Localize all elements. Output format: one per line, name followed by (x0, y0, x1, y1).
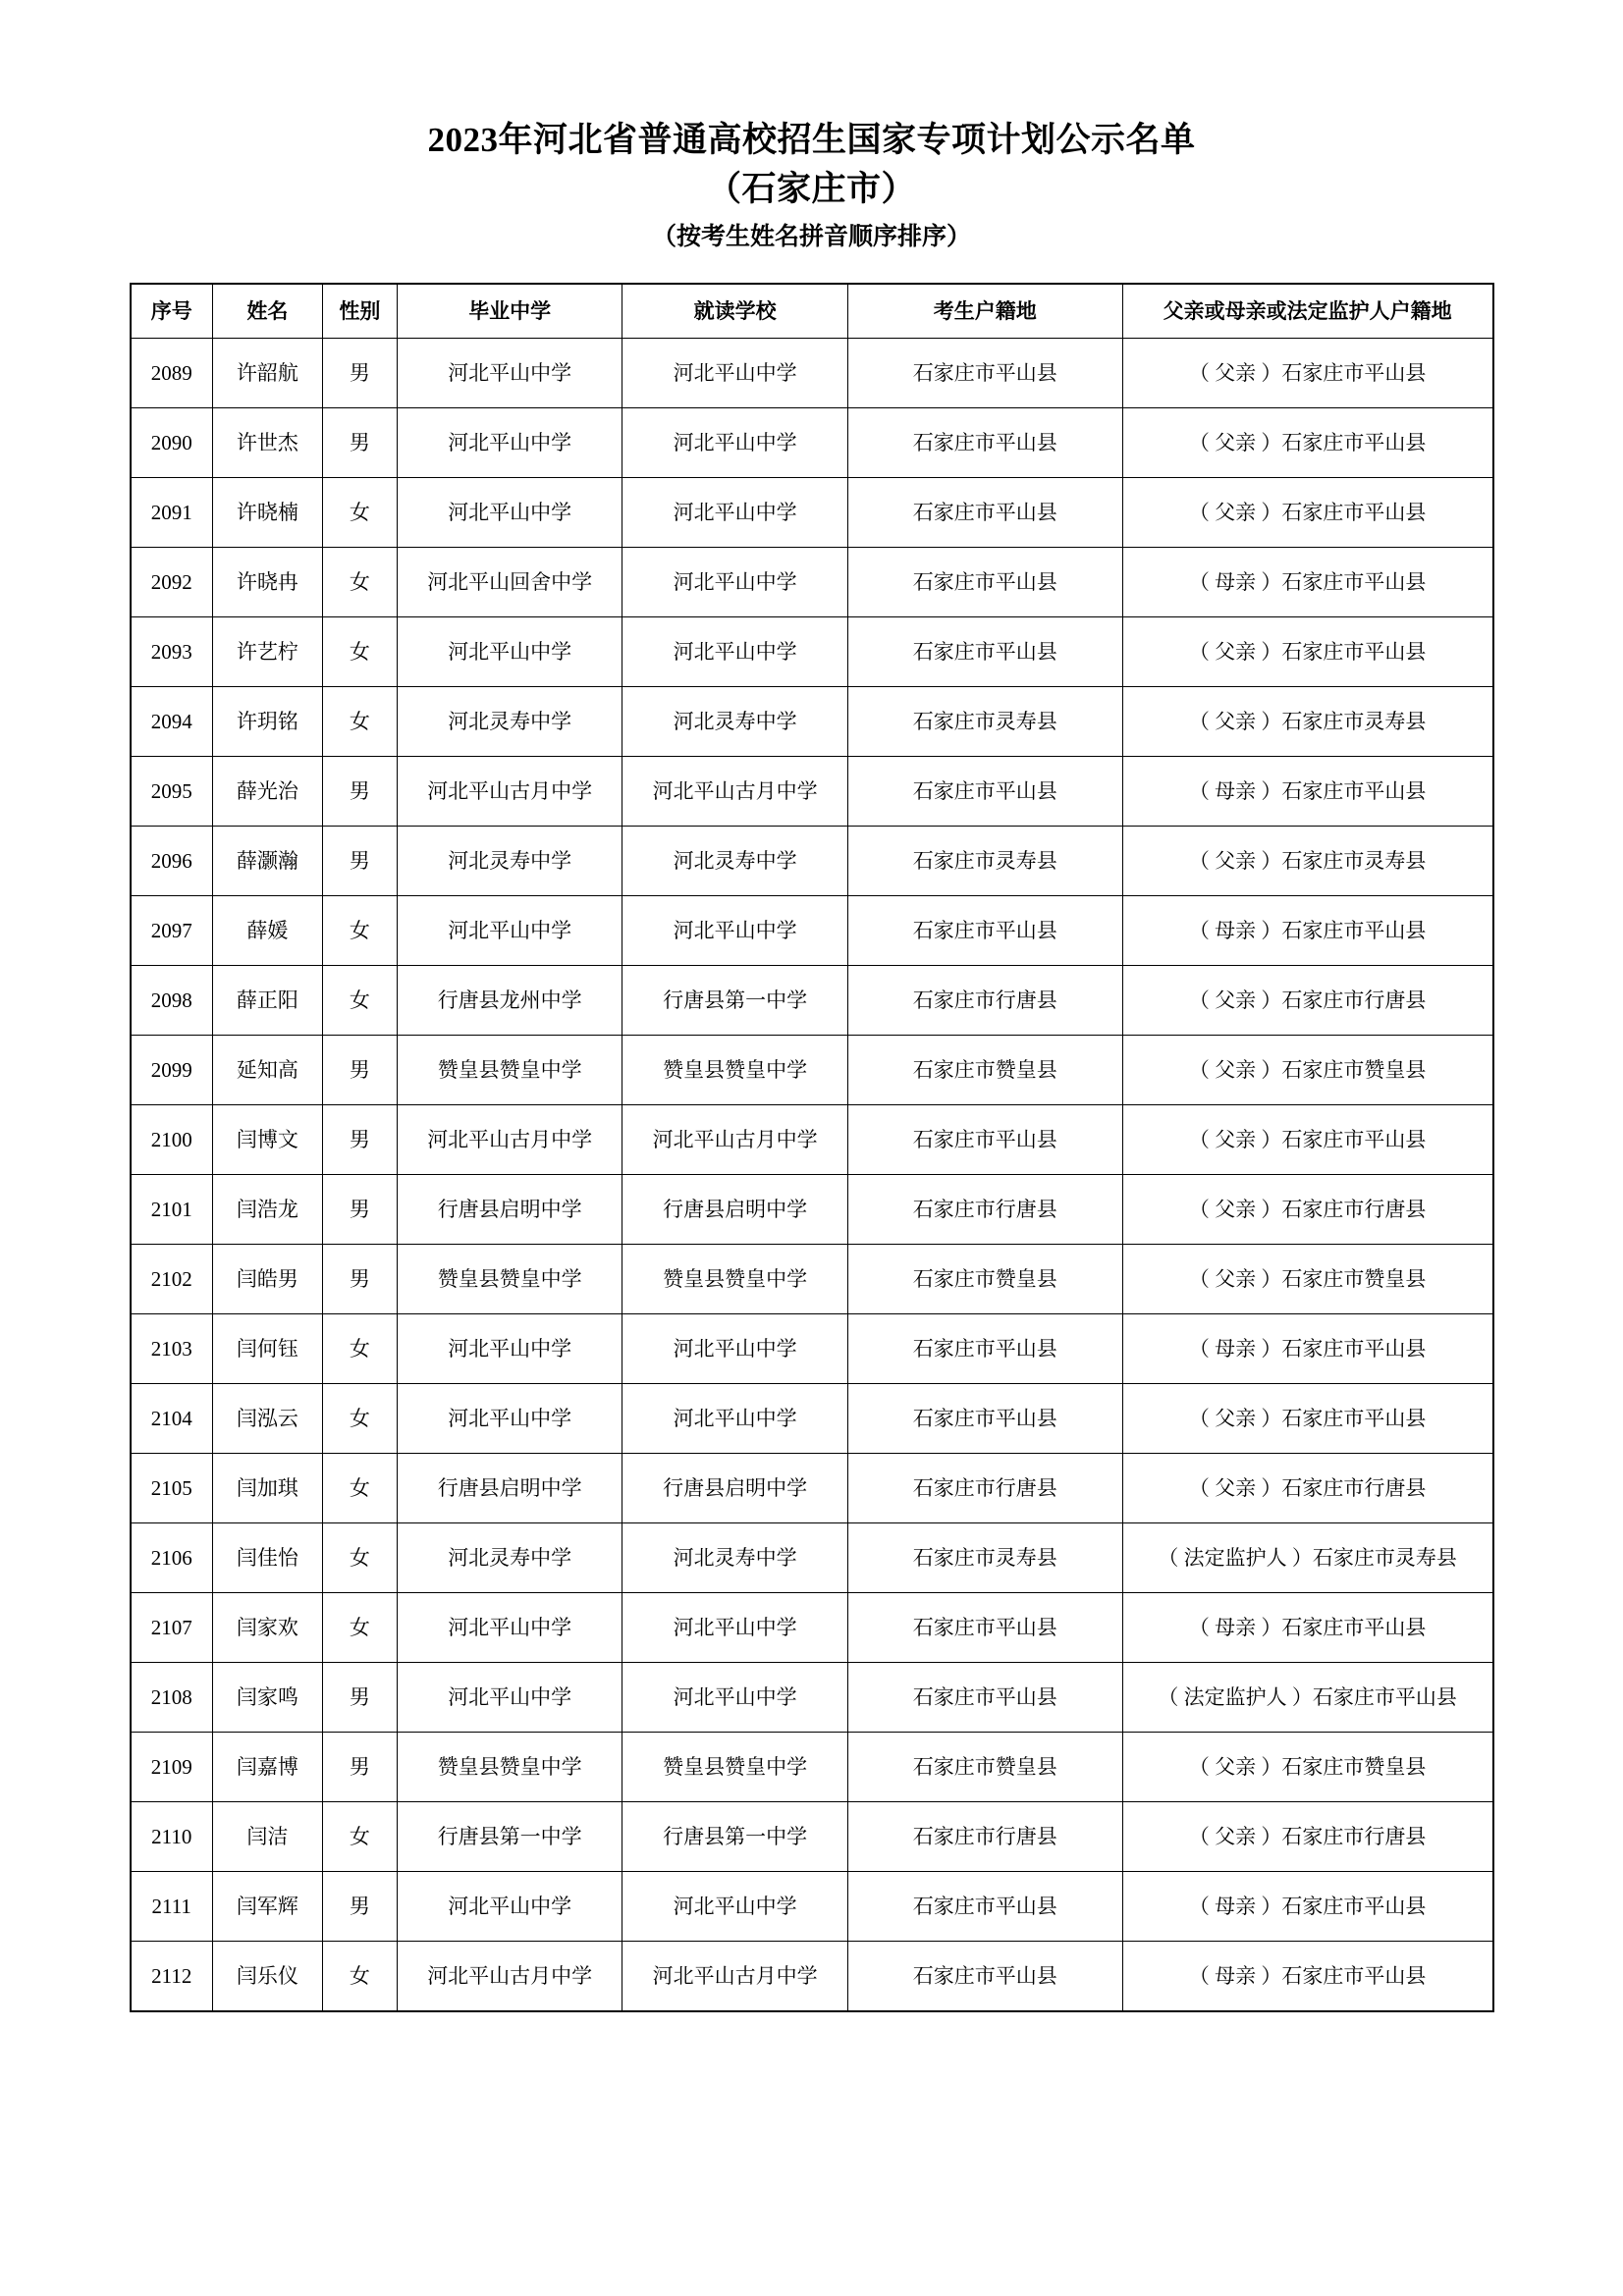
cell-candidate-residence: 石家庄市平山县 (847, 339, 1122, 408)
cell-guardian-residence: （ 父亲 ）石家庄市平山县 (1122, 1384, 1492, 1454)
cell-index: 2102 (131, 1245, 213, 1314)
table-row (131, 1663, 1493, 1733)
cell-graduated-school: 赞皇县赞皇中学 (397, 1036, 622, 1105)
cell-attending-school: 行唐县启明中学 (622, 1454, 847, 1523)
cell-index: 2097 (131, 896, 213, 966)
roster-table (130, 283, 1494, 2012)
table-row (131, 1314, 1493, 1384)
table-row (131, 1175, 1493, 1245)
roster-table-wrapper (130, 283, 1494, 2012)
cell-name: 闫何钰 (212, 1314, 322, 1384)
cell-name: 闫佳怡 (212, 1523, 322, 1593)
column-header-attending-school: 就读学校 (622, 284, 847, 339)
cell-graduated-school: 赞皇县赞皇中学 (397, 1733, 622, 1802)
cell-index: 2096 (131, 827, 213, 896)
cell-guardian-residence: （ 父亲 ）石家庄市灵寿县 (1122, 827, 1492, 896)
cell-gender: 女 (322, 1314, 397, 1384)
cell-candidate-residence: 石家庄市平山县 (847, 617, 1122, 687)
cell-index: 2108 (131, 1663, 213, 1733)
cell-candidate-residence: 石家庄市平山县 (847, 1942, 1122, 2012)
cell-graduated-school: 河北平山中学 (397, 478, 622, 548)
cell-candidate-residence: 石家庄市平山县 (847, 1105, 1122, 1175)
cell-attending-school: 赞皇县赞皇中学 (622, 1245, 847, 1314)
cell-guardian-residence: （ 父亲 ）石家庄市行唐县 (1122, 1454, 1492, 1523)
cell-gender: 女 (322, 687, 397, 757)
cell-graduated-school: 河北平山古月中学 (397, 1105, 622, 1175)
cell-graduated-school: 河北平山中学 (397, 1663, 622, 1733)
cell-graduated-school: 河北平山中学 (397, 408, 622, 478)
table-row (131, 1593, 1493, 1663)
cell-graduated-school: 河北平山古月中学 (397, 1942, 622, 2012)
table-row (131, 896, 1493, 966)
cell-guardian-residence: （ 父亲 ）石家庄市行唐县 (1122, 1802, 1492, 1872)
cell-candidate-residence: 石家庄市灵寿县 (847, 827, 1122, 896)
cell-candidate-residence: 石家庄市赞皇县 (847, 1245, 1122, 1314)
cell-guardian-residence: （ 父亲 ）石家庄市行唐县 (1122, 1175, 1492, 1245)
cell-name: 薛媛 (212, 896, 322, 966)
cell-candidate-residence: 石家庄市平山县 (847, 478, 1122, 548)
cell-guardian-residence: （ 父亲 ）石家庄市平山县 (1122, 408, 1492, 478)
cell-name: 许晓冉 (212, 548, 322, 617)
cell-attending-school: 河北平山中学 (622, 1593, 847, 1663)
table-row (131, 339, 1493, 408)
cell-attending-school: 河北平山中学 (622, 339, 847, 408)
table-row (131, 1872, 1493, 1942)
column-header-graduated-school: 毕业中学 (397, 284, 622, 339)
cell-guardian-residence: （ 母亲 ）石家庄市平山县 (1122, 1872, 1492, 1942)
cell-name: 闫家鸣 (212, 1663, 322, 1733)
cell-guardian-residence: （ 母亲 ）石家庄市平山县 (1122, 1314, 1492, 1384)
cell-attending-school: 河北灵寿中学 (622, 827, 847, 896)
cell-graduated-school: 河北平山中学 (397, 1872, 622, 1942)
table-row (131, 478, 1493, 548)
cell-guardian-residence: （ 母亲 ）石家庄市平山县 (1122, 757, 1492, 827)
cell-index: 2107 (131, 1593, 213, 1663)
cell-attending-school: 河北平山古月中学 (622, 1942, 847, 2012)
roster-table-body (131, 339, 1493, 2012)
cell-guardian-residence: （ 母亲 ）石家庄市平山县 (1122, 548, 1492, 617)
cell-name: 闫嘉博 (212, 1733, 322, 1802)
column-header-name: 姓名 (212, 284, 322, 339)
table-row (131, 1523, 1493, 1593)
cell-name: 延知高 (212, 1036, 322, 1105)
cell-graduated-school: 河北平山中学 (397, 617, 622, 687)
table-row (131, 1942, 1493, 2012)
cell-attending-school: 行唐县第一中学 (622, 966, 847, 1036)
cell-index: 2092 (131, 548, 213, 617)
cell-candidate-residence: 石家庄市平山县 (847, 1384, 1122, 1454)
cell-gender: 男 (322, 1105, 397, 1175)
cell-gender: 男 (322, 1245, 397, 1314)
cell-name: 薛灏瀚 (212, 827, 322, 896)
cell-graduated-school: 赞皇县赞皇中学 (397, 1245, 622, 1314)
cell-name: 闫泓云 (212, 1384, 322, 1454)
cell-name: 闫军辉 (212, 1872, 322, 1942)
cell-graduated-school: 行唐县启明中学 (397, 1175, 622, 1245)
cell-name: 闫加琪 (212, 1454, 322, 1523)
cell-gender: 女 (322, 1593, 397, 1663)
cell-name: 闫浩龙 (212, 1175, 322, 1245)
cell-guardian-residence: （ 父亲 ）石家庄市平山县 (1122, 617, 1492, 687)
cell-index: 2101 (131, 1175, 213, 1245)
cell-index: 2100 (131, 1105, 213, 1175)
page-title: 2023年河北省普通高校招生国家专项计划公示名单 (427, 121, 1196, 159)
cell-attending-school: 河北平山古月中学 (622, 1105, 847, 1175)
cell-name: 许艺柠 (212, 617, 322, 687)
cell-attending-school: 赞皇县赞皇中学 (622, 1733, 847, 1802)
cell-index: 2110 (131, 1802, 213, 1872)
cell-index: 2093 (131, 617, 213, 687)
cell-guardian-residence: （ 父亲 ）石家庄市行唐县 (1122, 966, 1492, 1036)
cell-graduated-school: 河北平山中学 (397, 1593, 622, 1663)
column-header-candidate-residence: 考生户籍地 (847, 284, 1122, 339)
cell-gender: 女 (322, 478, 397, 548)
cell-candidate-residence: 石家庄市平山县 (847, 408, 1122, 478)
cell-guardian-residence: （ 父亲 ）石家庄市灵寿县 (1122, 687, 1492, 757)
cell-candidate-residence: 石家庄市平山县 (847, 896, 1122, 966)
table-row (131, 1454, 1493, 1523)
cell-index: 2094 (131, 687, 213, 757)
column-header-gender: 性别 (322, 284, 397, 339)
cell-attending-school: 河北平山中学 (622, 1663, 847, 1733)
cell-name: 许韶航 (212, 339, 322, 408)
cell-candidate-residence: 石家庄市平山县 (847, 757, 1122, 827)
cell-attending-school: 河北平山中学 (622, 1872, 847, 1942)
cell-candidate-residence: 石家庄市灵寿县 (847, 687, 1122, 757)
cell-candidate-residence: 石家庄市赞皇县 (847, 1733, 1122, 1802)
cell-gender: 男 (322, 1733, 397, 1802)
cell-gender: 女 (322, 1523, 397, 1593)
cell-index: 2105 (131, 1454, 213, 1523)
cell-candidate-residence: 石家庄市平山县 (847, 1593, 1122, 1663)
page-subtitle-note: （按考生姓名拼音顺序排序） (651, 224, 971, 250)
cell-attending-school: 河北灵寿中学 (622, 1523, 847, 1593)
cell-name: 许玥铭 (212, 687, 322, 757)
cell-graduated-school: 行唐县启明中学 (397, 1454, 622, 1523)
cell-guardian-residence: （ 父亲 ）石家庄市赞皇县 (1122, 1036, 1492, 1105)
cell-index: 2104 (131, 1384, 213, 1454)
cell-candidate-residence: 石家庄市赞皇县 (847, 1036, 1122, 1105)
cell-guardian-residence: （ 父亲 ）石家庄市赞皇县 (1122, 1245, 1492, 1314)
cell-name: 薛光治 (212, 757, 322, 827)
cell-candidate-residence: 石家庄市行唐县 (847, 1802, 1122, 1872)
cell-guardian-residence: （ 父亲 ）石家庄市平山县 (1122, 478, 1492, 548)
cell-candidate-residence: 石家庄市行唐县 (847, 966, 1122, 1036)
cell-attending-school: 河北平山中学 (622, 1384, 847, 1454)
cell-graduated-school: 河北灵寿中学 (397, 827, 622, 896)
cell-index: 2095 (131, 757, 213, 827)
cell-index: 2091 (131, 478, 213, 548)
cell-guardian-residence: （ 法定监护人 ）石家庄市平山县 (1122, 1663, 1492, 1733)
cell-index: 2106 (131, 1523, 213, 1593)
cell-gender: 女 (322, 1802, 397, 1872)
table-row (131, 1105, 1493, 1175)
cell-name: 闫家欢 (212, 1593, 322, 1663)
cell-attending-school: 行唐县第一中学 (622, 1802, 847, 1872)
cell-gender: 女 (322, 1384, 397, 1454)
cell-guardian-residence: （ 法定监护人 ）石家庄市灵寿县 (1122, 1523, 1492, 1593)
cell-guardian-residence: （ 母亲 ）石家庄市平山县 (1122, 896, 1492, 966)
table-row (131, 1802, 1493, 1872)
page-title-region: （石家庄市） (706, 170, 916, 208)
cell-attending-school: 河北平山中学 (622, 548, 847, 617)
cell-attending-school: 行唐县启明中学 (622, 1175, 847, 1245)
cell-attending-school: 河北平山中学 (622, 408, 847, 478)
cell-gender: 女 (322, 548, 397, 617)
cell-name: 闫乐仪 (212, 1942, 322, 2012)
cell-name: 薛正阳 (212, 966, 322, 1036)
cell-candidate-residence: 石家庄市行唐县 (847, 1175, 1122, 1245)
cell-gender: 女 (322, 1942, 397, 2012)
cell-attending-school: 河北平山中学 (622, 1314, 847, 1384)
cell-attending-school: 河北平山中学 (622, 478, 847, 548)
table-row (131, 548, 1493, 617)
cell-index: 2103 (131, 1314, 213, 1384)
cell-gender: 男 (322, 339, 397, 408)
cell-attending-school: 赞皇县赞皇中学 (622, 1036, 847, 1105)
table-row (131, 966, 1493, 1036)
cell-index: 2109 (131, 1733, 213, 1802)
cell-gender: 男 (322, 827, 397, 896)
cell-gender: 女 (322, 966, 397, 1036)
cell-candidate-residence: 石家庄市平山县 (847, 1663, 1122, 1733)
table-header-row (131, 284, 1493, 339)
cell-name: 闫皓男 (212, 1245, 322, 1314)
table-row (131, 408, 1493, 478)
cell-graduated-school: 河北平山中学 (397, 339, 622, 408)
cell-name: 闫博文 (212, 1105, 322, 1175)
cell-graduated-school: 河北平山古月中学 (397, 757, 622, 827)
cell-index: 2112 (131, 1942, 213, 2012)
title-block (0, 0, 1623, 259)
cell-gender: 男 (322, 1036, 397, 1105)
table-row (131, 1733, 1493, 1802)
cell-candidate-residence: 石家庄市平山县 (847, 1872, 1122, 1942)
cell-gender: 男 (322, 1175, 397, 1245)
column-header-index: 序号 (131, 284, 213, 339)
cell-gender: 男 (322, 1663, 397, 1733)
cell-candidate-residence: 石家庄市平山县 (847, 1314, 1122, 1384)
table-row (131, 687, 1493, 757)
cell-attending-school: 河北灵寿中学 (622, 687, 847, 757)
cell-graduated-school: 河北平山中学 (397, 1384, 622, 1454)
cell-name: 许世杰 (212, 408, 322, 478)
cell-name: 闫洁 (212, 1802, 322, 1872)
cell-graduated-school: 行唐县第一中学 (397, 1802, 622, 1872)
cell-attending-school: 河北平山中学 (622, 617, 847, 687)
cell-gender: 男 (322, 408, 397, 478)
table-row (131, 827, 1493, 896)
column-header-guardian-residence: 父亲或母亲或法定监护人户籍地 (1122, 284, 1492, 339)
cell-guardian-residence: （ 父亲 ）石家庄市平山县 (1122, 339, 1492, 408)
cell-index: 2098 (131, 966, 213, 1036)
cell-gender: 男 (322, 1872, 397, 1942)
cell-gender: 女 (322, 1454, 397, 1523)
cell-guardian-residence: （ 母亲 ）石家庄市平山县 (1122, 1593, 1492, 1663)
cell-attending-school: 河北平山中学 (622, 896, 847, 966)
cell-index: 2090 (131, 408, 213, 478)
cell-guardian-residence: （ 父亲 ）石家庄市平山县 (1122, 1105, 1492, 1175)
cell-attending-school: 河北平山古月中学 (622, 757, 847, 827)
cell-guardian-residence: （ 母亲 ）石家庄市平山县 (1122, 1942, 1492, 2012)
cell-candidate-residence: 石家庄市行唐县 (847, 1454, 1122, 1523)
cell-graduated-school: 河北平山中学 (397, 1314, 622, 1384)
cell-name: 许晓楠 (212, 478, 322, 548)
table-row (131, 1384, 1493, 1454)
cell-candidate-residence: 石家庄市平山县 (847, 548, 1122, 617)
cell-index: 2111 (131, 1872, 213, 1942)
cell-candidate-residence: 石家庄市灵寿县 (847, 1523, 1122, 1593)
cell-graduated-school: 河北平山中学 (397, 896, 622, 966)
table-row (131, 1036, 1493, 1105)
cell-index: 2099 (131, 1036, 213, 1105)
table-row (131, 1245, 1493, 1314)
cell-gender: 女 (322, 896, 397, 966)
cell-graduated-school: 河北平山回舍中学 (397, 548, 622, 617)
cell-graduated-school: 河北灵寿中学 (397, 1523, 622, 1593)
cell-graduated-school: 河北灵寿中学 (397, 687, 622, 757)
cell-graduated-school: 行唐县龙州中学 (397, 966, 622, 1036)
table-row (131, 617, 1493, 687)
cell-index: 2089 (131, 339, 213, 408)
cell-gender: 男 (322, 757, 397, 827)
cell-gender: 女 (322, 617, 397, 687)
cell-guardian-residence: （ 父亲 ）石家庄市赞皇县 (1122, 1733, 1492, 1802)
table-row (131, 757, 1493, 827)
